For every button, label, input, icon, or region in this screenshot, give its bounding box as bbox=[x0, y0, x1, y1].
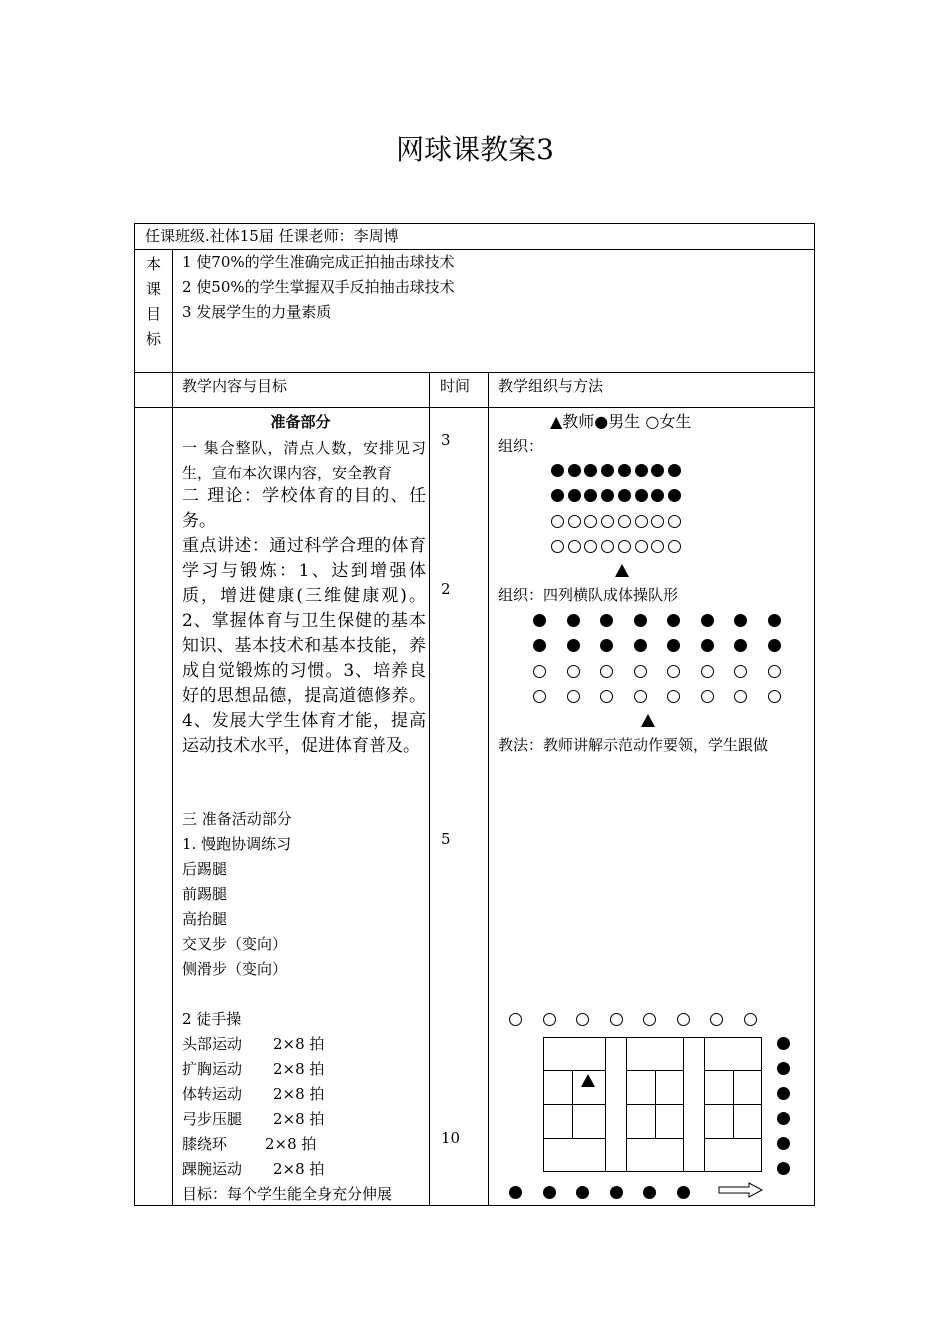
male-student-icon bbox=[567, 639, 580, 652]
male-student-icon bbox=[551, 464, 564, 477]
female-student-icon bbox=[734, 665, 747, 678]
column-header-method: 教学组织与方法 bbox=[498, 377, 604, 395]
court-line bbox=[543, 1104, 605, 1105]
col-divider bbox=[429, 372, 430, 1205]
male-student-icon bbox=[768, 614, 781, 627]
male-student-icon bbox=[635, 489, 648, 502]
court-line bbox=[683, 1037, 684, 1172]
male-student-icon bbox=[584, 464, 597, 477]
male-student-icon bbox=[634, 614, 647, 627]
exercise-name: 头部运动 bbox=[182, 1035, 243, 1053]
female-student-icon bbox=[601, 540, 614, 553]
calisthenics-title: 2 徒手操 bbox=[182, 1010, 242, 1028]
male-student-icon bbox=[651, 489, 664, 502]
female-student-icon bbox=[667, 690, 680, 703]
female-student-icon bbox=[600, 665, 613, 678]
male-student-icon bbox=[533, 614, 546, 627]
male-student-icon bbox=[667, 639, 680, 652]
female-student-icon bbox=[768, 665, 781, 678]
female-student-icon bbox=[576, 1013, 589, 1026]
male-student-icon bbox=[601, 464, 614, 477]
female-student-icon bbox=[744, 1013, 757, 1026]
row-divider bbox=[135, 372, 814, 373]
goals-label-char: 本 bbox=[146, 255, 162, 273]
teaching-method: 教法：教师讲解示范动作要领，学生跟做 bbox=[498, 736, 769, 754]
content-focus-text: 重点讲述：通过科学合理的体育学习与锻炼：1、达到增强体质，增进健康(三维健康观)。2、掌握体育与卫生保健的基本知识、基本技术和基本技能，养成自觉锻炼的习惯。3、培养良好的思想品德，提高道德修养。4、发展大学生体育才能，提高运动技术水平，促进体育普及。 bbox=[182, 536, 426, 756]
male-student-icon bbox=[777, 1112, 790, 1125]
exercise-reps: 2×8 拍 bbox=[273, 1085, 325, 1103]
female-student-icon bbox=[668, 540, 681, 553]
exercise-reps: 2×8 拍 bbox=[273, 1110, 325, 1128]
exercise-name: 踝腕运动 bbox=[182, 1160, 243, 1178]
female-student-icon bbox=[533, 690, 546, 703]
female-student-icon bbox=[677, 1013, 690, 1026]
content-goal-line: 目标：每个学生能全身充分伸展 bbox=[182, 1185, 393, 1203]
court-line bbox=[626, 1138, 683, 1139]
time-value: 2 bbox=[441, 580, 451, 598]
female-student-icon bbox=[667, 665, 680, 678]
jog-item: 侧滑步（变向） bbox=[182, 960, 288, 978]
goals-label-char: 课 bbox=[146, 280, 162, 298]
female-student-icon bbox=[610, 1013, 623, 1026]
court-line bbox=[543, 1138, 605, 1139]
female-student-icon bbox=[701, 665, 714, 678]
male-student-icon bbox=[618, 489, 631, 502]
male-student-icon bbox=[768, 639, 781, 652]
female-student-icon bbox=[533, 665, 546, 678]
court-line bbox=[704, 1138, 762, 1139]
male-student-icon bbox=[668, 489, 681, 502]
female-student-icon bbox=[584, 540, 597, 553]
female-student-icon bbox=[651, 540, 664, 553]
female-student-icon bbox=[768, 690, 781, 703]
column-header-content: 教学内容与目标 bbox=[182, 377, 288, 395]
male-student-icon bbox=[576, 1186, 589, 1199]
male-student-icon bbox=[533, 639, 546, 652]
exercise-name: 体转运动 bbox=[182, 1085, 243, 1103]
page-title: 网球课教案3 bbox=[396, 133, 554, 166]
goal-item: 3 发展学生的力量素质 bbox=[182, 303, 332, 321]
female-student-icon bbox=[635, 540, 648, 553]
class-teacher-info: 任课班级.社体15届 任课老师：李周博 bbox=[145, 227, 399, 245]
male-student-icon bbox=[667, 614, 680, 627]
court-line bbox=[572, 1070, 573, 1138]
female-student-icon bbox=[567, 665, 580, 678]
male-student-icon bbox=[777, 1087, 790, 1100]
goals-label-char: 目 bbox=[146, 305, 162, 323]
teacher-triangle-icon bbox=[615, 564, 629, 577]
male-student-icon bbox=[567, 614, 580, 627]
male-student-icon bbox=[600, 614, 613, 627]
jog-item: 高抬腿 bbox=[182, 910, 228, 928]
col-divider bbox=[488, 372, 489, 1205]
male-student-icon bbox=[568, 489, 581, 502]
female-student-icon bbox=[567, 690, 580, 703]
female-student-icon bbox=[509, 1013, 522, 1026]
male-student-icon bbox=[777, 1162, 790, 1175]
court-line bbox=[605, 1037, 606, 1172]
male-student-icon bbox=[777, 1062, 790, 1075]
goal-item: 1 使70%的学生准确完成正拍抽击球技术 bbox=[182, 253, 455, 271]
female-student-icon bbox=[668, 515, 681, 528]
column-header-time: 时间 bbox=[440, 377, 471, 395]
male-student-icon bbox=[734, 614, 747, 627]
male-student-icon bbox=[584, 489, 597, 502]
jog-title: 1. 慢跑协调练习 bbox=[182, 835, 292, 853]
teacher-triangle-icon bbox=[641, 714, 655, 727]
arrow-right-icon bbox=[718, 1182, 764, 1198]
exercise-reps: 2×8 拍 bbox=[273, 1160, 325, 1178]
exercise-name: 膝绕环 bbox=[182, 1135, 228, 1153]
male-student-icon bbox=[618, 464, 631, 477]
female-student-icon bbox=[701, 690, 714, 703]
male-student-icon bbox=[543, 1186, 556, 1199]
jog-item: 后踢腿 bbox=[182, 860, 228, 878]
court-line bbox=[543, 1070, 605, 1071]
goal-item: 2 使50%的学生掌握双手反拍抽击球技术 bbox=[182, 278, 455, 296]
male-student-icon bbox=[701, 614, 714, 627]
female-student-icon bbox=[635, 515, 648, 528]
female-student-icon bbox=[643, 1013, 656, 1026]
col-divider bbox=[172, 249, 173, 1205]
female-student-icon bbox=[568, 540, 581, 553]
female-student-icon bbox=[651, 515, 664, 528]
warmup-title: 三 准备活动部分 bbox=[182, 810, 292, 828]
male-student-icon bbox=[634, 639, 647, 652]
time-value: 10 bbox=[441, 1129, 461, 1147]
female-student-icon bbox=[600, 690, 613, 703]
male-student-icon bbox=[551, 489, 564, 502]
male-student-icon bbox=[635, 464, 648, 477]
organization-label: 组织： bbox=[498, 437, 544, 455]
female-student-icon bbox=[584, 515, 597, 528]
female-student-icon bbox=[543, 1013, 556, 1026]
time-value: 3 bbox=[441, 431, 451, 449]
female-student-icon bbox=[601, 515, 614, 528]
court-line bbox=[655, 1070, 656, 1138]
male-student-icon bbox=[734, 639, 747, 652]
jog-item: 交叉步（变向） bbox=[182, 935, 288, 953]
court-line bbox=[733, 1070, 734, 1138]
male-student-icon bbox=[668, 464, 681, 477]
female-student-icon bbox=[551, 540, 564, 553]
male-student-icon bbox=[777, 1037, 790, 1050]
female-student-icon bbox=[618, 540, 631, 553]
exercise-name: 扩胸运动 bbox=[182, 1060, 243, 1078]
exercise-reps: 2×8 拍 bbox=[273, 1035, 325, 1053]
jog-item: 前踢腿 bbox=[182, 885, 228, 903]
male-student-icon bbox=[601, 489, 614, 502]
male-student-icon bbox=[610, 1186, 623, 1199]
male-student-icon bbox=[568, 464, 581, 477]
female-student-icon bbox=[618, 515, 631, 528]
male-student-icon bbox=[600, 639, 613, 652]
content-item-theory: 二 理论：学校体育的目的、任务。 bbox=[182, 486, 426, 531]
female-student-icon bbox=[551, 515, 564, 528]
organization-label-four-rows: 组织：四列横队成体操队形 bbox=[498, 586, 679, 604]
section-title: 准备部分 bbox=[270, 413, 331, 431]
exercise-name: 弓步压腿 bbox=[182, 1110, 243, 1128]
male-student-icon bbox=[701, 639, 714, 652]
lesson-plan-table bbox=[134, 223, 815, 1206]
formation-legend: ▲教师●男生 ○女生 bbox=[550, 412, 692, 431]
content-item-assembly: 一 集合整队，清点人数，安排见习生，宣布本次课内容，安全教育 bbox=[182, 439, 426, 482]
female-student-icon bbox=[734, 690, 747, 703]
time-value: 5 bbox=[441, 830, 451, 848]
male-student-icon bbox=[509, 1186, 522, 1199]
female-student-icon bbox=[634, 690, 647, 703]
exercise-reps: 2×8 拍 bbox=[273, 1060, 325, 1078]
goals-label-char: 标 bbox=[146, 330, 162, 348]
teacher-triangle-icon bbox=[581, 1074, 595, 1087]
row-divider bbox=[135, 407, 814, 408]
female-student-icon bbox=[710, 1013, 723, 1026]
female-student-icon bbox=[634, 665, 647, 678]
female-student-icon bbox=[568, 515, 581, 528]
male-student-icon bbox=[677, 1186, 690, 1199]
exercise-reps: 2×8 拍 bbox=[265, 1135, 317, 1153]
male-student-icon bbox=[651, 464, 664, 477]
row-divider bbox=[135, 249, 814, 250]
male-student-icon bbox=[643, 1186, 656, 1199]
male-student-icon bbox=[777, 1137, 790, 1150]
